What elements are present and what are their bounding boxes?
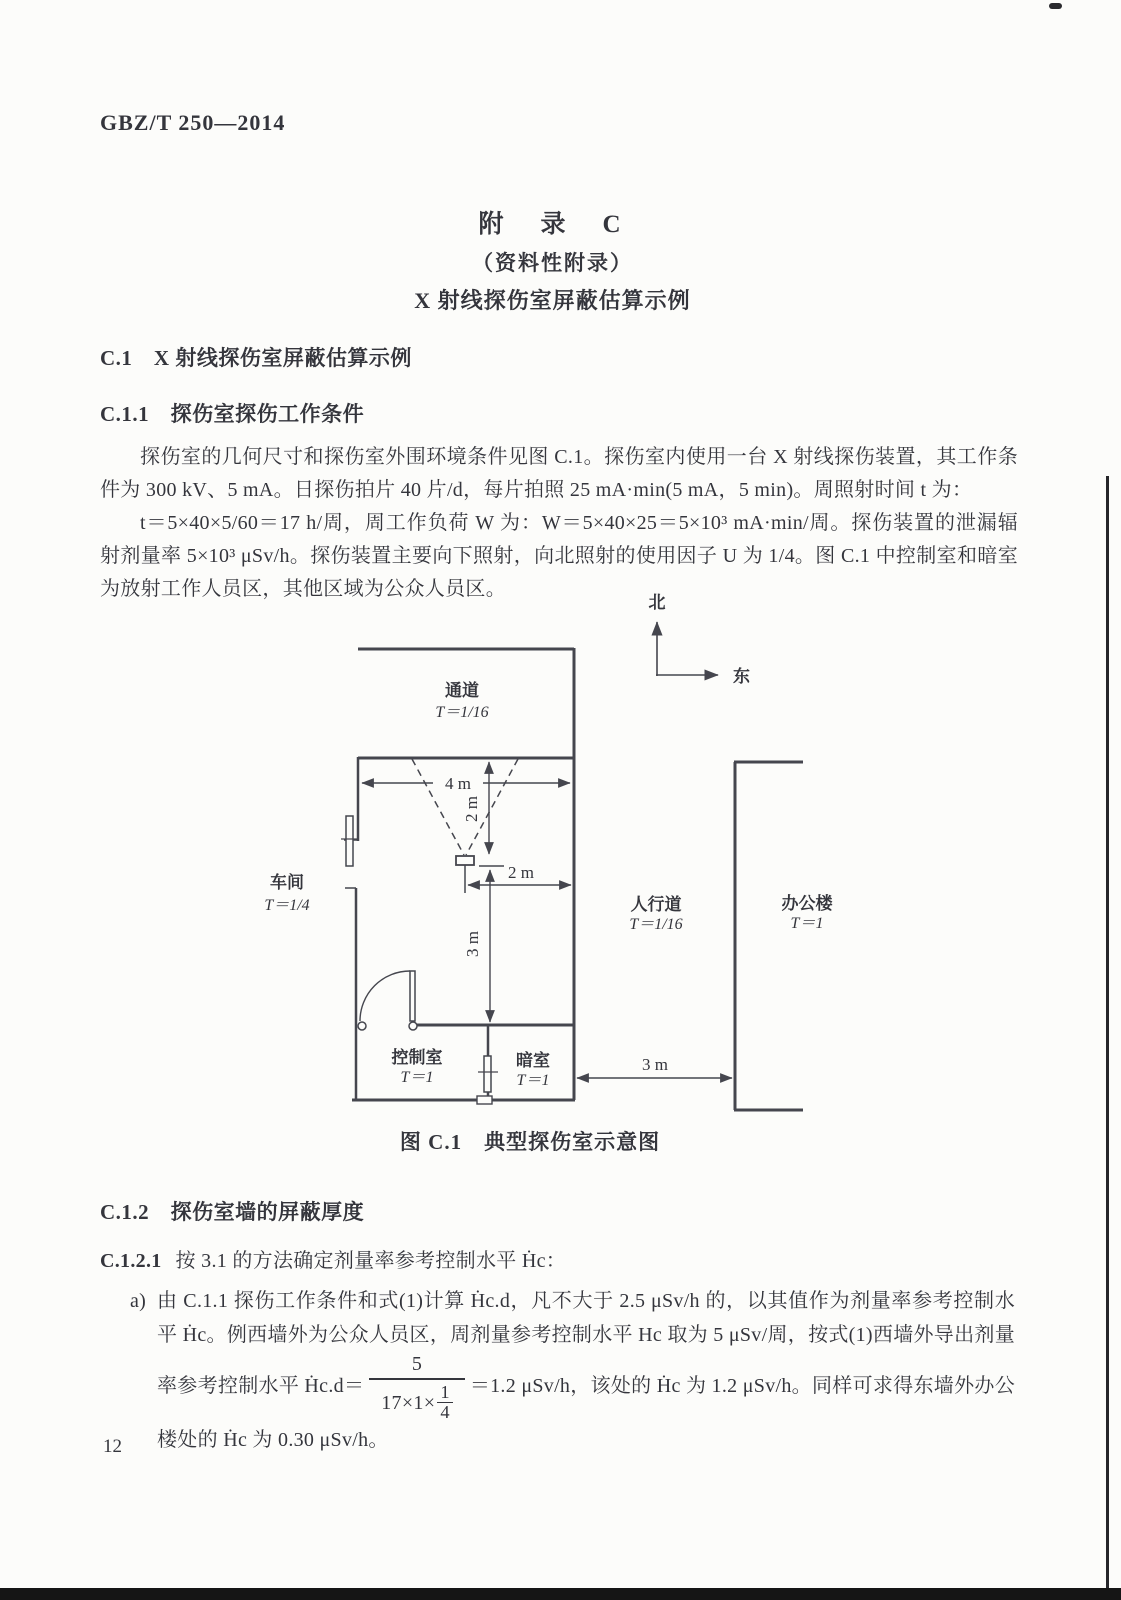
clause-c121 <box>100 1244 566 1273</box>
page-number: 12 <box>103 1436 122 1457</box>
scan-bottom-bar <box>0 1588 1121 1600</box>
compass-icon <box>656 622 718 676</box>
standard-number: GBZ/T 250—2014 <box>100 110 286 135</box>
darkroom-door <box>478 1056 498 1092</box>
appendix-name: X 射线探伤室屏蔽估算示例 <box>414 288 691 313</box>
room-label-darkroom: 暗室 <box>516 1051 550 1070</box>
dim-source-to-south: 3 m <box>463 931 482 957</box>
fraction-numerator: 5 <box>411 1353 423 1375</box>
south-wall-vent <box>477 1096 492 1104</box>
clause-c121-text: 按 3.1 的方法确定剂量率参考控制水平 Ḣc： <box>175 1250 567 1272</box>
scan-edge-line <box>1106 476 1109 1588</box>
xray-source <box>456 856 474 865</box>
scan-artifact-top <box>1049 3 1062 9</box>
room-label-office: 办公楼 <box>781 894 833 913</box>
nested-fraction <box>437 1383 453 1423</box>
room-factor-workshop: T＝1/4 <box>264 897 310 914</box>
room-factor-control: T＝1 <box>400 1069 434 1086</box>
room-factor-corridor: T＝1/16 <box>435 704 489 721</box>
item-a-body <box>130 1284 1015 1457</box>
control-room-door <box>358 971 417 1030</box>
room-factor-office: T＝1 <box>790 915 824 932</box>
dim-room-width: 4 m <box>445 774 471 793</box>
dose-rate-fraction <box>369 1352 465 1423</box>
paragraph-2: t＝5×40×5/60＝17 h/周，周工作负荷 W 为：W＝5×40×25＝5×10³ mA·min/周。探伤装置的泄漏辐射剂量率 5×10³ μSv/h。探伤装置主要向下照射，向北照射的使用因子 U 为 1/4。图 C.1 中控制室和暗室为放射工作人员区，其他区域为公众人员区。 <box>100 512 1018 600</box>
source-reference-lines <box>465 865 504 893</box>
nested-fraction-numerator: 1 <box>440 1382 450 1402</box>
room-label-control: 控制室 <box>391 1048 443 1067</box>
appendix-title-block <box>0 204 1105 315</box>
west-sliding-door <box>346 816 353 866</box>
dim-east-gap: 3 m <box>642 1055 668 1074</box>
room-factor-darkroom: T＝1 <box>516 1072 550 1089</box>
item-a-text-before: 由 C.1.1 探伤工作条件和式(1)计算 Ḣc.d，凡不大于 2.5 μSv/h 的，以其值作为剂量率参考控制水平 Ḣc。例西墙外为公众人员区，周剂量参考控制水平 Hc 取为 5 μSv/周，按式(1)西墙外导出剂量率参考控制水平 Ḣc.d＝ <box>157 1290 1015 1397</box>
room-label-workshop: 车间 <box>270 873 304 892</box>
room-layout-diagram <box>250 578 900 1126</box>
paragraph-1: 探伤室的几何尺寸和探伤室外围环境条件见图 C.1。探伤室内使用一台 X 射线探伤装置，其工作条件为 300 kV、5 mA。日探伤拍片 40 片/d，每片拍照 25 mA·min(5 mA，5 min)。周照射时间 t 为： <box>100 446 1018 501</box>
room-factor-walkway: T＝1/16 <box>629 916 683 933</box>
section-heading-c12: C.1.2 探伤室墙的屏蔽厚度 <box>100 1200 365 1224</box>
section-heading-c1: C.1 X 射线探伤室屏蔽估算示例 <box>100 346 412 370</box>
nested-fraction-denominator: 4 <box>437 1402 453 1422</box>
compass-north-label: 北 <box>648 593 666 612</box>
item-a <box>130 1284 1015 1457</box>
office-building-wall <box>734 762 803 1110</box>
room-label-walkway: 人行道 <box>630 895 682 914</box>
room-label-corridor: 通道 <box>445 681 479 700</box>
appendix-type-note: （资料性附录） <box>472 251 633 275</box>
dim-source-to-east: 2 m <box>508 863 534 882</box>
item-a-marker: a) <box>130 1290 147 1312</box>
section-heading-c11: C.1.1 探伤室探伤工作条件 <box>100 402 365 426</box>
figure-caption: 图 C.1 典型探伤室示意图 <box>399 1130 661 1154</box>
clause-c121-number: C.1.2.1 <box>100 1250 162 1272</box>
fraction-denominator-prefix: 17×1× <box>381 1391 436 1414</box>
item-a-text-after: ＝1.2 μSv/h，该处的 Ḣc 为 1.2 μSv/h。同样可求得东墙外办公楼处的 Ḣc 为 0.30 μSv/h。 <box>157 1374 1015 1451</box>
compass-east-label: 东 <box>733 667 750 686</box>
appendix-title: 附 录 C <box>478 211 627 238</box>
dim-beam-drop: 2 m <box>462 796 481 822</box>
